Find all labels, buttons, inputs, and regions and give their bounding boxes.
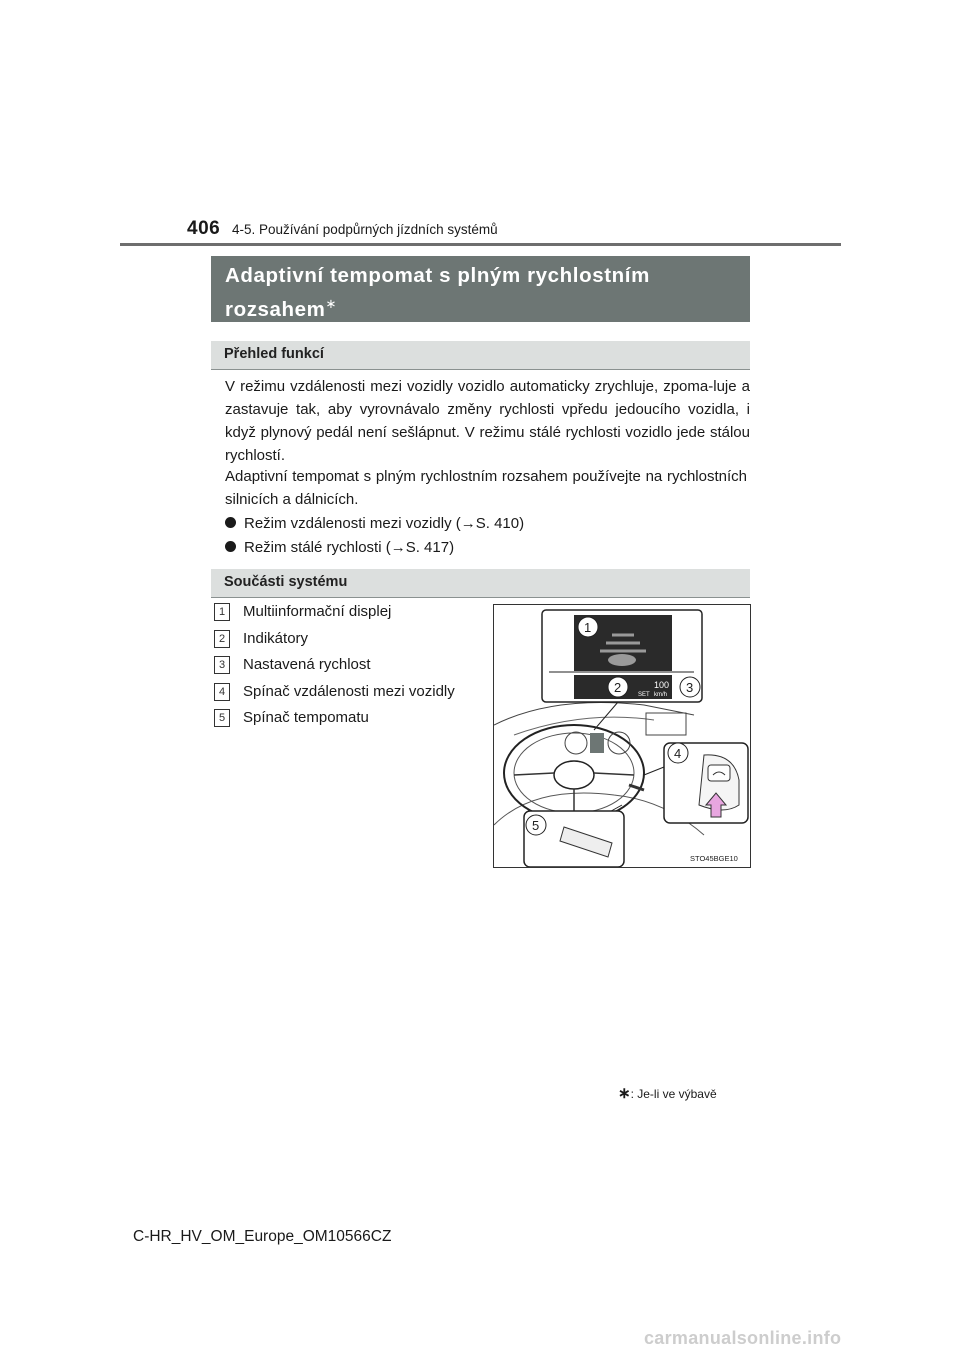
- section-header: 4-5. Používání podpůrných jízdních systémů: [232, 222, 498, 237]
- number-badge: 5: [214, 709, 230, 727]
- components-heading: Součásti systému: [224, 574, 348, 590]
- number-badge: 4: [214, 683, 230, 701]
- bullet-icon: [225, 517, 236, 528]
- overview-heading-bar: [211, 341, 750, 370]
- callout-2: 2: [614, 680, 622, 695]
- callout-4: 4: [674, 746, 682, 761]
- footnote: [618, 1084, 717, 1102]
- callout-5: 5: [532, 818, 540, 833]
- overview-paragraph-2: Adaptivní tempomat s plným rychlostním rozsahem používejte na rychlostních silnicích a dálnicích.: [225, 468, 747, 508]
- page-number: 406: [187, 218, 221, 239]
- overview-heading: Přehled funkcí: [224, 346, 324, 362]
- callout-1: 1: [584, 620, 592, 635]
- component-item: 5 Spínač tempomatu: [214, 708, 369, 728]
- dashboard-illustration: [493, 604, 751, 868]
- number-badge: 3: [214, 656, 230, 674]
- bullet-item: Režim stálé rychlosti (→S. 417): [225, 536, 454, 559]
- dashboard-illustration-drawing: [494, 605, 750, 867]
- speed-unit: km/h: [654, 692, 668, 698]
- component-item: 2 Indikátory: [214, 629, 308, 649]
- component-item: 4 Spínač vzdálenosti mezi vozidly: [214, 682, 455, 702]
- title-footnote-mark: ∗: [325, 296, 338, 311]
- title-banner: [211, 256, 750, 322]
- set-speed-value: 100: [654, 680, 670, 690]
- bullet-icon: [225, 541, 236, 552]
- callout-3: 3: [686, 680, 694, 695]
- footer-doc-id: C-HR_HV_OM_Europe_OM10566CZ: [133, 1228, 392, 1245]
- illustration-code: STO45BGE10: [690, 854, 738, 863]
- set-label: SET: [638, 692, 650, 698]
- watermark: carmanualsonline.info: [644, 1328, 842, 1348]
- bullet-item: Režim vzdálenosti mezi vozidly (→S. 410): [225, 512, 524, 535]
- number-badge: 2: [214, 630, 230, 648]
- footnote-text: : Je-li ve výbavě: [630, 1087, 717, 1101]
- page-title: Adaptivní tempomat s plným rychlostním rozsahem∗: [225, 264, 650, 321]
- overview-paragraph-1: V režimu vzdálenosti mezi vozidly vozidlo automaticky zrychluje, zpoma-luje a zastavuje tak, aby vyrovnávalo změny rychlosti vpředu jedoucího vozidla, i když plynový pedál není sešlápnut. V režimu stálé rychlosti vozidlo jede stálou rychlostí.: [225, 378, 750, 464]
- components-heading-bar: [211, 569, 750, 598]
- component-item: 3 Nastavená rychlost: [214, 655, 371, 675]
- header-rule: [120, 243, 841, 246]
- component-item: 1 Multiinformační displej: [214, 602, 391, 622]
- number-badge: 1: [214, 603, 230, 621]
- footnote-mark: ∗: [618, 1085, 631, 1102]
